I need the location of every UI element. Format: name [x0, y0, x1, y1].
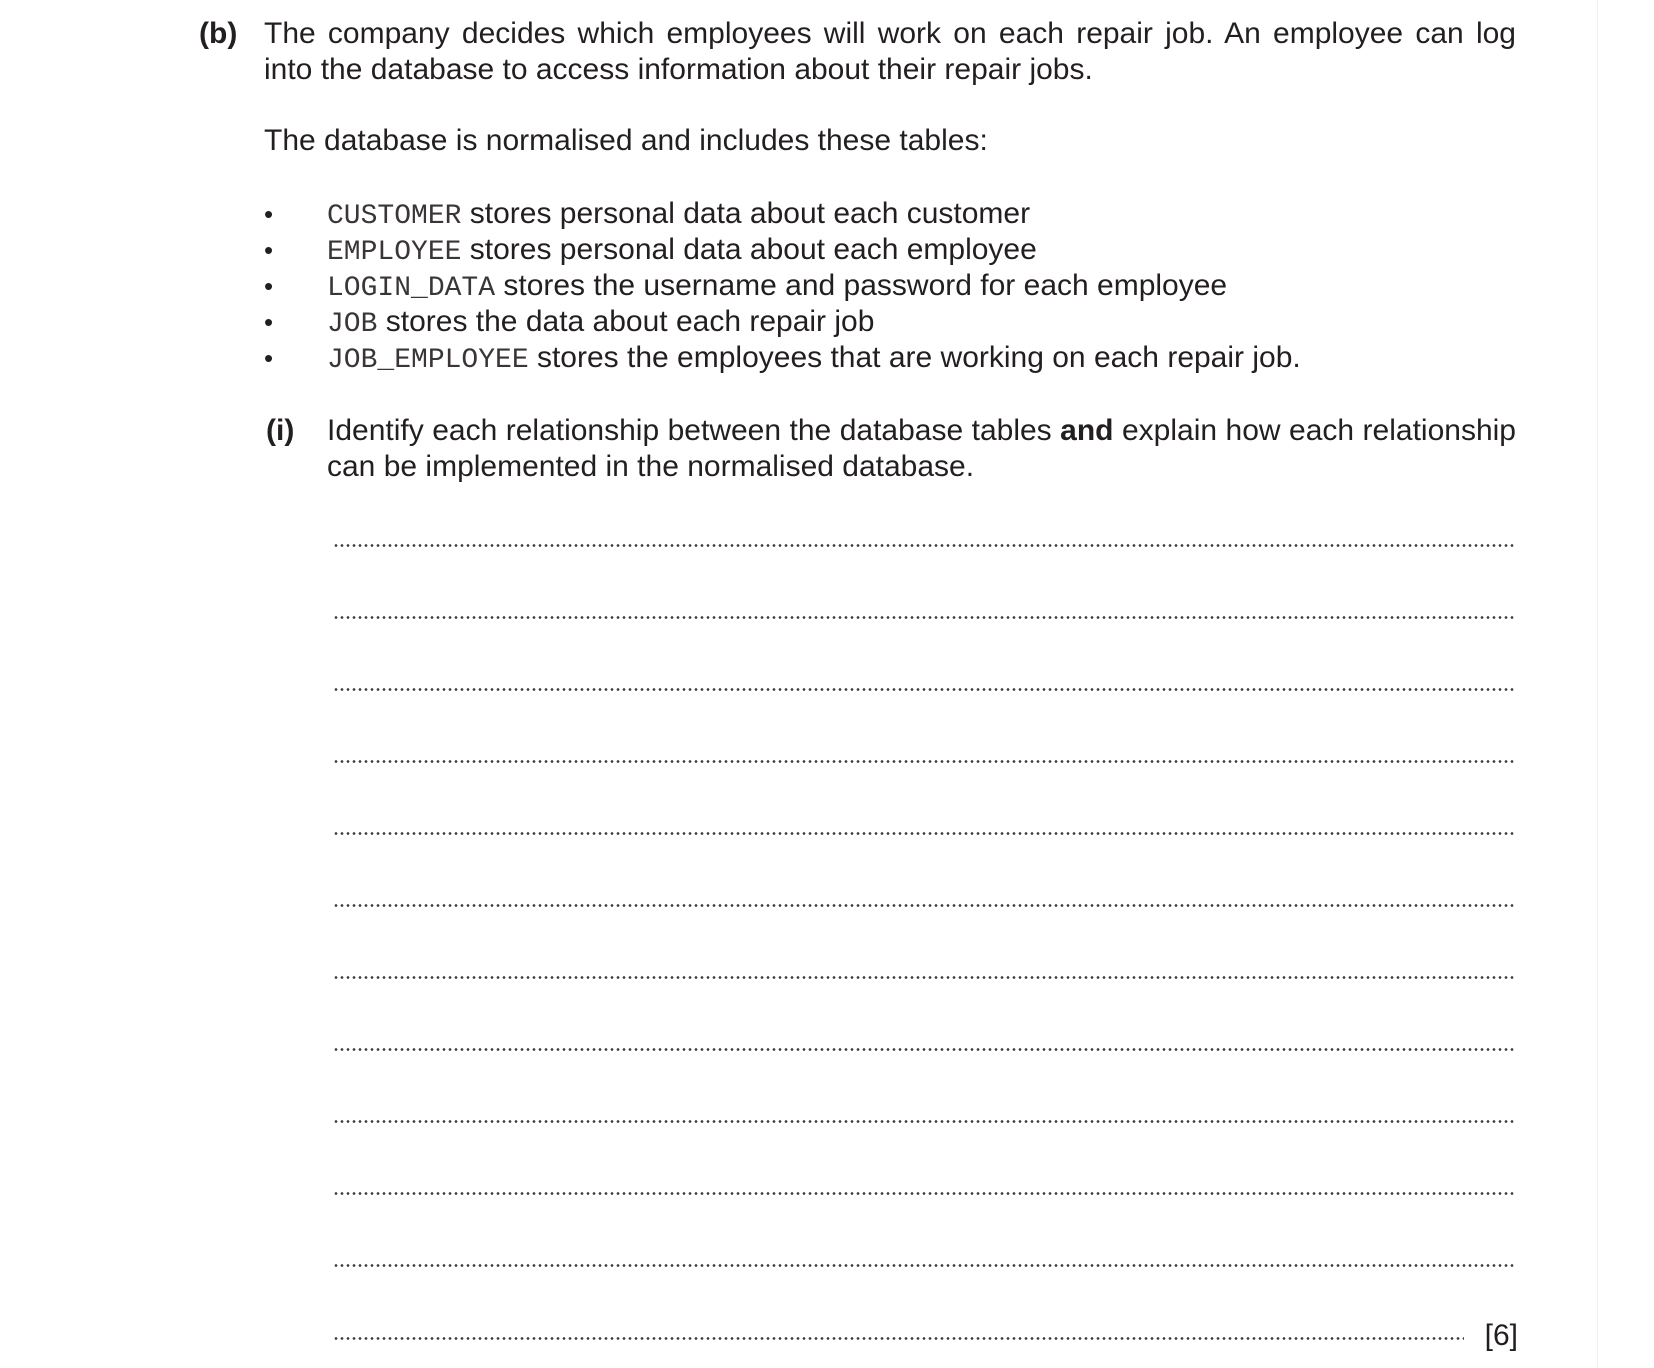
list-item	[327, 340, 1301, 379]
table-description: stores the username and password for each employee	[495, 269, 1228, 302]
list-item	[327, 268, 1227, 307]
answer-line[interactable]	[333, 616, 1514, 619]
tables-intro: The database is normalised and includes these tables:	[264, 124, 988, 157]
bullet-icon: •	[264, 307, 274, 337]
list-item	[327, 304, 874, 343]
part-label: (b)	[199, 17, 238, 50]
bullet-icon: •	[264, 343, 274, 373]
question-bold-word: and	[1060, 414, 1114, 447]
table-name: LOGIN_DATA	[327, 273, 496, 304]
marks-label: [6]	[1484, 1319, 1518, 1352]
answer-line[interactable]	[333, 760, 1514, 763]
answer-line[interactable]	[333, 1337, 1464, 1340]
intro-text-line-1: The company decides which employees will work on each repair job. An employee can log	[264, 17, 1516, 50]
table-name: JOB	[327, 309, 378, 340]
subpart-label: (i)	[266, 414, 295, 447]
bullet-icon: •	[264, 199, 274, 229]
subpart-question-line-2: can be implemented in the normalised database.	[327, 450, 975, 483]
question-text: explain how each relationship	[1113, 414, 1516, 447]
answer-line[interactable]	[333, 688, 1514, 691]
table-name: EMPLOYEE	[327, 237, 462, 268]
subpart-question-line-1	[327, 413, 1516, 449]
bullet-icon: •	[264, 235, 274, 265]
table-description: stores personal data about each employee	[461, 233, 1037, 266]
list-item	[327, 196, 1030, 235]
list-item	[327, 232, 1037, 271]
answer-line[interactable]	[333, 904, 1514, 907]
answer-line[interactable]	[333, 1264, 1514, 1267]
answer-line[interactable]	[333, 1192, 1514, 1195]
intro-text-line-2: into the database to access information about their repair jobs.	[264, 53, 1093, 86]
table-description: stores the employees that are working on each repair job.	[528, 341, 1301, 374]
bullet-icon: •	[264, 271, 274, 301]
answer-line[interactable]	[333, 544, 1514, 547]
answer-line[interactable]	[333, 1048, 1514, 1051]
question-text: Identify each relationship between the database tables	[327, 414, 1061, 447]
answer-line[interactable]	[333, 1120, 1514, 1123]
table-name: CUSTOMER	[327, 201, 462, 232]
table-name: JOB_EMPLOYEE	[327, 345, 529, 376]
table-description: stores personal data about each customer	[461, 197, 1031, 230]
answer-line[interactable]	[333, 832, 1514, 835]
table-description: stores the data about each repair job	[377, 305, 875, 338]
answer-line[interactable]	[333, 976, 1514, 979]
page-edge	[1597, 0, 1598, 1368]
